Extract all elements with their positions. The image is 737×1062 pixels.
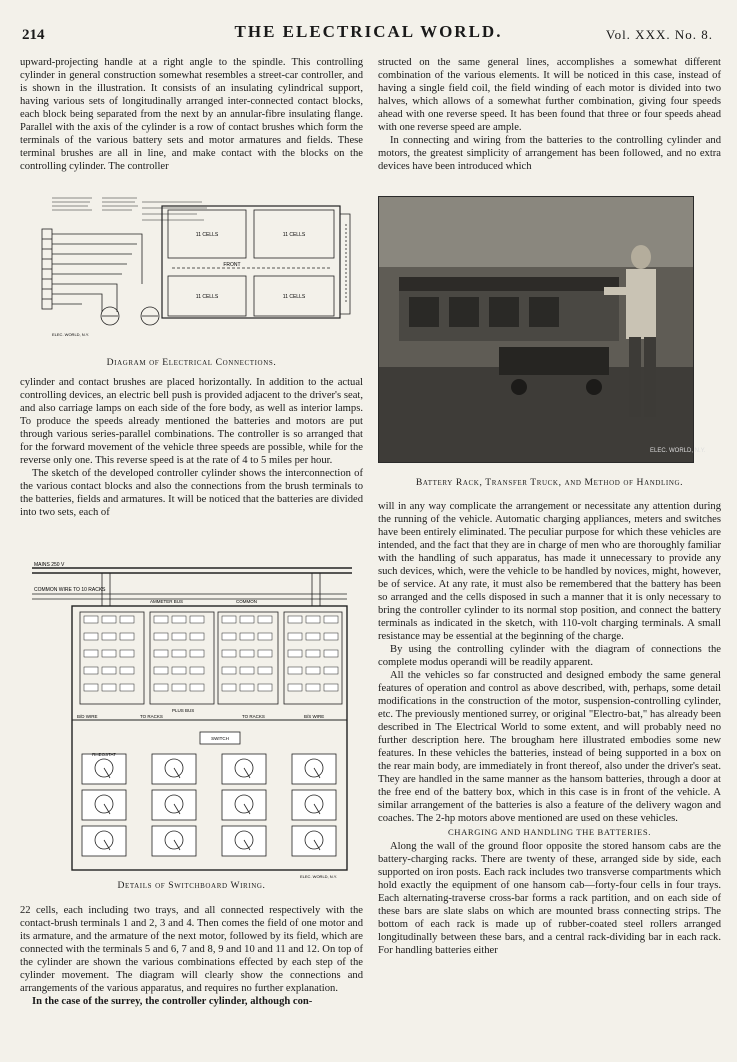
electrical-connections-diagram [22, 194, 362, 340]
fuse-block [324, 667, 338, 674]
fuse-block [240, 684, 254, 691]
fuse-block [84, 633, 98, 640]
fuse-block [222, 667, 236, 674]
paragraph: By using the controlling cylinder with the diagram of connections the complete modus operandi will be readily apparent. [378, 644, 721, 668]
figure-credit: ELEC. WORLD, N.Y. [52, 332, 90, 337]
fuse-block [190, 616, 204, 623]
fuse-block [102, 667, 116, 674]
fuse-block [258, 667, 272, 674]
fuse-block [102, 684, 116, 691]
ammeter-bus-label: AMMETER BUS [150, 599, 184, 604]
fuse-block [258, 684, 272, 691]
fuse-block [120, 684, 134, 691]
column-2-top-text [378, 56, 721, 173]
fuse-block [154, 667, 168, 674]
fuse-block [306, 616, 320, 623]
paragraph: upward-projecting handle at a right angle to the spindle. This controlling cylinder in general construction somewhat resembles a street-car controller, and is shown in the illustration. It consists of an insulating cylindrical support, having various sets of longitudinally arranged inter-connected contact blocks, each block being separated from the next by an annular-fibre insulating flange. Parallel with the axis of the cylinder is a row of contact brushes which form the terminals of the various battery sets and motor armatures and fields. These terminal brushes are all in line, and make contact with the blocks on the controlling cylinder. The controller [20, 57, 363, 172]
common-label: COMMON [236, 599, 257, 604]
column-2-bottom-text [378, 500, 721, 957]
fuse-block [240, 633, 254, 640]
page-header [0, 0, 737, 44]
fuse-block [172, 650, 186, 657]
mains-label: MAINS 250 V [34, 562, 65, 568]
switchboard-wiring-diagram [22, 560, 362, 880]
fuse-block [120, 650, 134, 657]
common-wire-label: COMMON WIRE TO 10 RACKS [34, 587, 106, 593]
fuse-block [190, 684, 204, 691]
fuse-block [154, 616, 168, 623]
column-1-top-text [20, 56, 363, 173]
fuse-block [240, 616, 254, 623]
fuse-block [172, 667, 186, 674]
paragraph: In the case of the surrey, the controller cylinder, although con- [32, 996, 313, 1007]
fuse-block [84, 667, 98, 674]
to-racks-label: TO RACKS [242, 714, 265, 719]
figure-caption: Diagram of Electrical Connections. [106, 357, 277, 368]
fuse-block [120, 633, 134, 640]
photo-illustration [379, 197, 693, 462]
cells-label: 11 CELLS [282, 232, 306, 238]
fuse-block [240, 650, 254, 657]
fuse-block [288, 667, 302, 674]
page-number: 214 [22, 27, 45, 43]
paragraph: will in any way complicate the arrangement or necessitate any attention during the running of the vehicle. Automatic charging appliances, meters and switches have been entirely eliminated. The peculiar purpose for which these vehicles are intended, and the fact that they are in charge of men who are thoroughly familiar with the handling of such apparatus, has made it unnecessary to provide any such devices, which, were the vehicle to be handled by novices, might, however, be of service. At any rate, it must also be remembered that the battery has been so arranged and the cells disposed in such a manner that it is only necessary to bring the controller cylinder to its normal stop position, and connect the battery terminals as indicated in the sketch, with 110-volt charging terminals. A small resistance may be essential at the beginning of the charge. [378, 501, 721, 642]
fuse-block [84, 684, 98, 691]
paragraph: Along the wall of the ground floor opposite the stored hansom cabs are the battery-charging racks. There are twenty of these, arranged side by side, each supported on iron posts. Each rack includes two transverse compartments which hold exactly the equipment of one hansom cab—forty-four cells in four trays. Each alternating-traverse cross-bar forms a rack partition, and on each side of these bars are slate slabs on which are mounted brass connecting strips. The bottom of each rack is made up of rubber-coated steel rollers arranged longitudinally between these bars, and a central rack-dividing bar in each rack. For handling batteries either [378, 841, 721, 956]
fuse-block [172, 633, 186, 640]
fuse-block [306, 684, 320, 691]
battery-rack-photo [378, 196, 694, 463]
fuse-block [222, 616, 236, 623]
fuse-block [258, 633, 272, 640]
paragraph: structed on the same general lines, accomplishes a somewhat different combination of the various elements. It will be noticed in this case, instead of having a single field coil, the field winding of each motor is divided into two halves, which allows of a somewhat further combination, giving four speeds ahead with one reverse speed. It has been found that three or four speeds ahead with one reverse speed are ample. [378, 57, 721, 133]
front-label: FRONT [223, 262, 241, 268]
paragraph: The sketch of the developed controller cylinder shows the interconnection of the various contact blocks and also the connections from the brush terminals to the batteries, fields and armatures. It will be noticed that the batteries are divided into two sets, each of [20, 468, 363, 518]
fuse-block [324, 633, 338, 640]
paragraph: All the vehicles so far constructed and designed embody the same general features of operation and control as above described, with, perhaps, some detail modifications in the construction of the motor, suspension-controlling cylinder, etc. The previously mentioned surrey, or original "Electro-bat," has already been described in The Electrical World to some extent, and will probably need no further description here. The brougham here illustrated embodies some new features. In these vehicles the batteries, instead of being supported in a box on the rear main body, are immediately in front thereof, also under the driver's seat. They are handled in the same manner as the hansom batteries, through a door at the free end of the battery box, which in this case is in front of the vehicle. A similar arrangement of the batteries is also a feature of the delivery wagon and coaches. The 2-hp motors above mentioned are used on these vehicles. [378, 670, 721, 824]
fuse-block [154, 684, 168, 691]
section-subheading: CHARGING AND HANDLING THE BATTERIES. [447, 827, 652, 837]
figure-credit: ELEC. WORLD, N.Y. [300, 874, 338, 879]
rheostat-label: RHEOSTAT [92, 752, 116, 757]
to-racks-label: TO RACKS [140, 714, 163, 719]
fuse-block [222, 684, 236, 691]
fuse-block [288, 650, 302, 657]
plus-bus-label: PLUS BUS [172, 708, 195, 713]
fuse-block [190, 633, 204, 640]
photo-credit: ELEC. WORLD, N.Y. [650, 448, 706, 454]
fuse-block [306, 633, 320, 640]
figure-caption: Details of Switchboard Wiring. [117, 880, 266, 891]
journal-title: THE ELECTRICAL WORLD. [234, 22, 503, 41]
column-1-bottom-text [20, 904, 363, 1008]
fuse-block [258, 616, 272, 623]
fuse-block [288, 684, 302, 691]
fuse-block [222, 650, 236, 657]
cells-label: 11 CELLS [282, 294, 306, 300]
fuse-block [102, 633, 116, 640]
cells-label: 11 CELLS [195, 294, 219, 300]
fuse-block [102, 616, 116, 623]
fuse-block [154, 633, 168, 640]
fuse-block [120, 616, 134, 623]
switch-label: SWITCH [211, 736, 229, 741]
fuse-block [306, 650, 320, 657]
wire-label-left: B/D WIRE [77, 714, 98, 719]
volume-number: Vol. XXX. No. 8. [605, 27, 713, 42]
fuse-block [120, 667, 134, 674]
fuse-block [102, 650, 116, 657]
paragraph: In connecting and wiring from the batteries to the controlling cylinder and motors, the greatest simplicity of arrangement has been followed, and no extra devices have been introduced which [378, 135, 721, 172]
wire-label-right: B/S WIRE [304, 714, 325, 719]
fuse-block [222, 633, 236, 640]
fuse-block [324, 684, 338, 691]
fuse-block [306, 667, 320, 674]
photo-caption: Battery Rack, Transfer Truck, and Method of Handling. [415, 477, 684, 488]
fuse-block [84, 650, 98, 657]
fuse-block [324, 616, 338, 623]
paragraph: 22 cells, each including two trays, and all connected respectively with the contact-brush terminals 1 and 2, 3 and 4. Then comes the field of one motor and its armature, and the armature of the next motor, followed by its field, which are connected with the terminals 5 and 6, 7 and 8, 9 and 10 and 11 and 12. On top of the cylinder are shown the various combinations effected by each step of the cylinder movement. The diagram will clearly show the connections and arrangements of the various apparatus, and requires no further explanation. [20, 905, 363, 994]
fuse-block [240, 667, 254, 674]
cells-label: 11 CELLS [195, 232, 219, 238]
fuse-block [190, 650, 204, 657]
fuse-block [84, 616, 98, 623]
fuse-block [172, 616, 186, 623]
fuse-block [172, 684, 186, 691]
fuse-block [190, 667, 204, 674]
fuse-block [288, 633, 302, 640]
fuse-block [324, 650, 338, 657]
fuse-block [154, 650, 168, 657]
fuse-block [288, 616, 302, 623]
column-1-middle-text [20, 376, 363, 519]
paragraph: cylinder and contact brushes are placed horizontally. In addition to the actual controlling devices, an electric bell push is provided adjacent to the driver's seat, and also carriage lamps on each side of the fore body, as well as interior lamps. To produce the speeds already mentioned the batteries and motors are put through various series-parallel combinations. The controller is so arranged that for the forward movement of the vehicle three speeds are possible, while for the reverse only one. This reverse speed is at the rate of 4 to 5 miles per hour. [20, 377, 363, 466]
fuse-block [258, 650, 272, 657]
